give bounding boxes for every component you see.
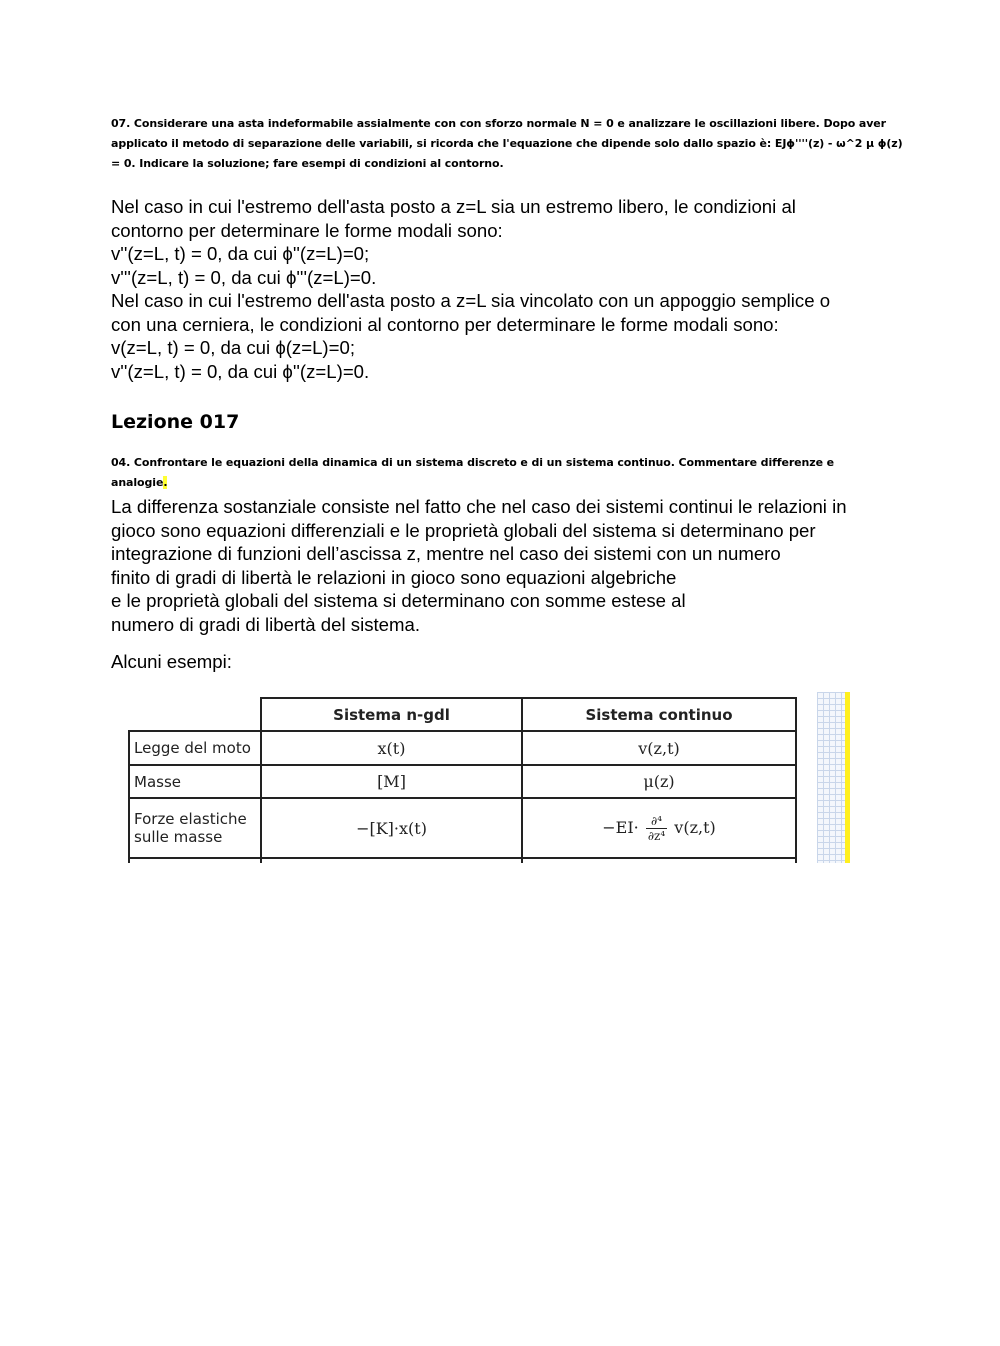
question-04-highlight: .	[163, 476, 168, 489]
table-cell-label: Legge del moto	[129, 731, 261, 765]
answer-04-line: e le proprietà globali del sistema si determinano con somme estese al	[111, 590, 686, 611]
table-cell-label-line: Forze elastiche	[134, 810, 247, 828]
table-cell-empty	[129, 858, 261, 863]
table-cell-label: Masse	[129, 765, 261, 798]
answer-07-line: Nel caso in cui l'estremo dell'asta posto a z=L sia vincolato con un appoggio semplice o	[111, 290, 831, 311]
answer-04-line: integrazione di funzioni dell’ascissa z, mentre nel caso dei sistemi con un numero	[111, 543, 781, 564]
examples-label: Alcuni esempi:	[111, 651, 232, 672]
table-cell-label-line: sulle masse	[134, 828, 223, 846]
answer-04-line: La differenza sostanziale consiste nel fatto che nel caso dei sistemi continui le relazioni in	[111, 496, 847, 517]
table-cell: x(t)	[261, 731, 522, 765]
answer-07-line: v''(z=L, t) = 0, da cui ϕ''(z=L)=0;	[111, 243, 370, 264]
question-07	[111, 114, 903, 174]
lesson-heading: Lezione 017	[111, 411, 240, 433]
table-cell: μ(z)	[522, 765, 796, 798]
answer-07	[111, 195, 901, 383]
table-cell: v(z,t)	[522, 731, 796, 765]
table-header-cell: Sistema n-gdl	[261, 698, 522, 731]
answer-04	[111, 495, 901, 636]
answer-07-line: contorno per determinare le forme modali sono:	[111, 219, 503, 241]
table-cell-empty	[261, 858, 522, 863]
table-header-row	[129, 698, 796, 731]
question-07-line: 07. Considerare una asta indeformabile assialmente con con sforzo normale N = 0 e analizzare le oscillazioni libere. Dopo aver	[111, 117, 886, 130]
answer-04-line: numero di gradi di libertà del sistema.	[111, 613, 421, 635]
comparison-table	[128, 697, 797, 863]
fraction-denominator: ∂z⁴	[647, 828, 666, 843]
table-cell: [M]	[261, 765, 522, 798]
answer-07-line: v(z=L, t) = 0, da cui ϕ(z=L)=0;	[111, 337, 355, 358]
table-cell-empty	[522, 858, 796, 863]
table-header-cell	[129, 698, 261, 731]
question-07-line: applicato il metodo di separazione delle variabili, si ricorda che l'equazione che dipende solo dallo spazio è: EJϕ''''(z) - ω^2 μ ϕ(z)	[111, 137, 903, 150]
answer-04-line: finito di gradi di libertà le relazioni in gioco sono equazioni algebriche	[111, 566, 677, 588]
answer-07-line: v'''(z=L, t) = 0, da cui ϕ'''(z=L)=0.	[111, 266, 377, 288]
fraction-numerator: ∂⁴	[646, 814, 667, 829]
table-row	[129, 731, 796, 765]
formula-suffix: v(z,t)	[674, 817, 716, 837]
formula-prefix: −EI·	[602, 817, 639, 837]
answer-07-line: con una cerniera, le condizioni al contorno per determinare le forme modali sono:	[111, 313, 779, 335]
table-header-cell: Sistema continuo	[522, 698, 796, 731]
fraction	[646, 814, 667, 843]
comparison-table-image	[112, 692, 850, 863]
answer-07-line: Nel caso in cui l'estremo dell'asta posto a z=L sia un estremo libero, le condizioni al	[111, 196, 796, 217]
table-cell-label	[129, 798, 261, 858]
answer-07-line: v''(z=L, t) = 0, da cui ϕ''(z=L)=0.	[111, 360, 370, 382]
table-row	[129, 765, 796, 798]
table-row-partial	[129, 858, 796, 863]
question-07-line: = 0. Indicare la soluzione; fare esempi di condizioni al contorno.	[111, 157, 504, 170]
table-row	[129, 798, 796, 858]
table-cell-formula	[522, 798, 796, 858]
answer-04-line: gioco sono equazioni differenziali e le proprietà globali del sistema si determinano per	[111, 519, 816, 541]
question-04	[111, 453, 886, 493]
question-04-text: 04. Confrontare le equazioni della dinamica di un sistema discreto e di un sistema continuo. Commentare differenze e analogie	[111, 456, 835, 489]
table-cell: −[K]·x(t)	[261, 798, 522, 858]
highlight-edge	[845, 692, 850, 863]
